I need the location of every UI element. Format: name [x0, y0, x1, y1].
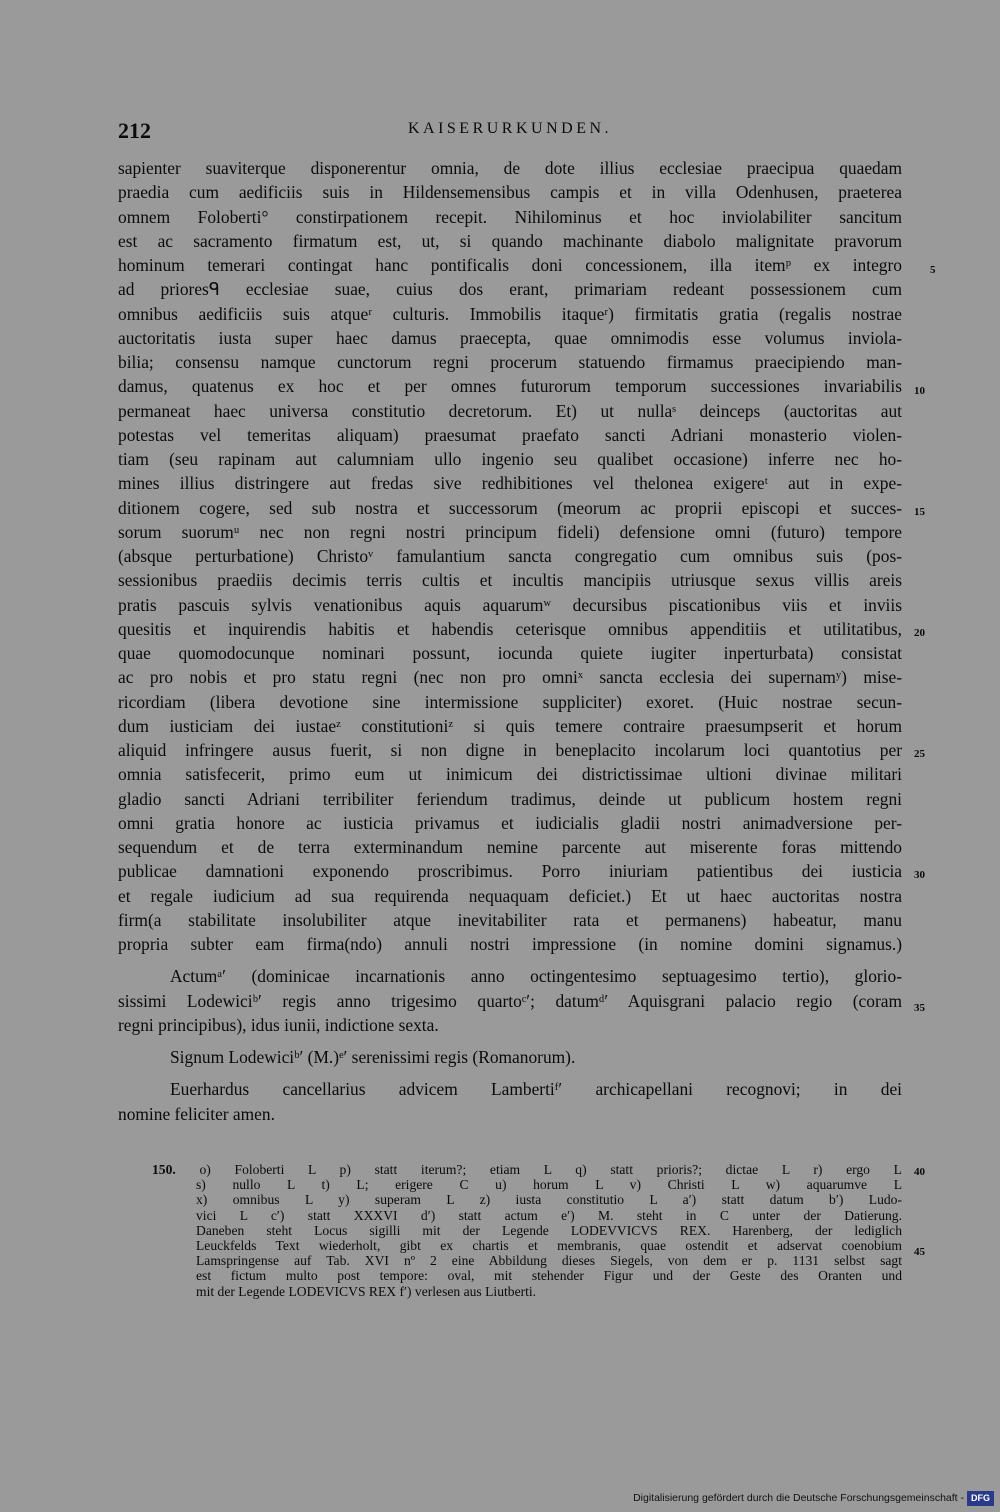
footnote-line: Leuckfelds Text wiederholt, gibt ex chartis et membranis, quae ostendit et adservat coenobium [196, 1237, 902, 1253]
recognition-line: Euerhardus cancellarius advicem Lambertiᶠ′ archicapellani recognovi; in dei [170, 1079, 902, 1100]
text-line: dum iusticiam dei iustaeᶻ constitutioniᶻ si quis temere contraire praesumpserit et horum [118, 715, 902, 736]
text-line: aliquid infringere ausus fuerit, si non digne in beneplacito incolarum loci quantotius per [118, 740, 902, 760]
page-header [118, 118, 902, 144]
text-line: quae quomodocunque nominari possunt, iocunda quiete iugiter inperturbata) consistat [118, 643, 902, 663]
text-line: auctoritatis iusta super haec damus praecepta, quae omnimodis esse volumus inviola- [118, 327, 902, 348]
text-line: omnia satisfecerit, primo eum ut inimicum dei districtissimae ultioni divinae militari [118, 764, 902, 785]
text-line: propria subter eam firma(ndo) annuli nostri impressione (in nomine domini signamus.) [118, 934, 902, 954]
text-line: mines illius distringere aut fredas sive redhibitiones vel thelonea exigereᵗ aut in expe- [118, 473, 902, 494]
footnote-line: Lamspringense auf Tab. XVI nº 2 eine Abbildung dieses Siegels, von dem er p. 1131 selbst sagt [196, 1253, 902, 1269]
dating-line: regni principibus), idus iunii, indictione sexta. [118, 1014, 439, 1035]
text-line: damus, quatenus ex hoc et per omnes futurorum temporum successiones invariabilis [118, 376, 902, 397]
margin-line-number: 15 [914, 506, 925, 518]
text-line: ricordiam (libera devotione sine intermissione suppliciter) exoret. (Huic nostrae secun- [118, 691, 902, 712]
text-line: permaneat haec universa constitutio decretorum. Et) ut nullaˢ deinceps (auctoritas aut [118, 400, 902, 421]
footnote-line: Daneben steht Locus sigilli mit der Legende LODEVVICVS REX. Harenberg, der lediglich [196, 1222, 902, 1238]
text-line: sequendum et de terra exterminandum nemine parcente aut miserente foras mittendo [118, 837, 902, 857]
text-line: sessionibus praediis decimis terris cultis et incultis mancipiis utriusque sexus villis areis [118, 570, 902, 591]
margin-line-number: 40 [914, 1166, 925, 1178]
signum-line: Signum Lodewiciᵇ′ (M.)ᵉ′ serenissimi regis (Romanorum). [170, 1047, 576, 1067]
footnote-text: o) Foloberti L p) statt iterum?; etiam L q) statt prioris?; dictae L r) ergo L [199, 1162, 902, 1177]
text-line: ac pro nobis et pro statu regni (nec non pro omniˣ sancta ecclesia dei supernamʸ) mise- [118, 667, 902, 688]
dating-line: Actumᵃ′ (dominicae incarnationis anno octingentesimo septuagesimo tertio), glorio- [170, 966, 902, 987]
text-line: est ac sacramento firmatum est, ut, si quando machinante diabolo malignitate pravorum [118, 230, 902, 251]
text-line: pratis pascuis sylvis venationibus aquis aquarumʷ decursibus piscationibus viis et inviis [118, 594, 902, 615]
recognition-line: nomine feliciter amen. [118, 1103, 275, 1124]
text-line: quesitis et inquirendis habitis et habendis ceterisque omnibus appenditiis et utilitatibus, [118, 618, 902, 639]
text-line: omnem Foloberti° constirpationem recepit. Nihilominus et hoc inviolabiliter sancitum [118, 206, 902, 227]
footnote-line: mit der Legende LODEVICVS REX f′) verlesen aus Liutberti. [196, 1283, 537, 1299]
text-line: tiam (seu rapinam aut calumniam ullo ingenio seu qualibet occasione) inferre nec ho- [118, 449, 902, 469]
text-line: omnibus aedificiis suis atqueʳ culturis. Immobilis itaqueʳ) firmitatis gratia (regalis nostrae [118, 303, 902, 324]
margin-line-number: 25 [914, 748, 925, 760]
text-line: hominum temerari contingat hanc pontificalis doni concessionem, illa itemᵖ ex integro [118, 255, 902, 275]
charter-text [118, 156, 902, 1126]
text-line: firm(a stabilitate insolubiliter atque inevitabiliter rata et permanens) habeatur, manu [118, 909, 902, 930]
margin-line-number: 20 [914, 627, 925, 639]
text-line: et regale iudicium ad sua requirenda nequaquam deficiet.) Et ut haec auctoritas nostra [118, 885, 902, 906]
footnote-line: s) nullo L t) L; erigere C u) horum L v) Christi L w) aquarumve L [196, 1177, 902, 1193]
margin-line-number: 35 [914, 1002, 925, 1014]
margin-line-number: 30 [914, 869, 925, 881]
dating-line: sissimi Lodewiciᵇ′ regis anno trigesimo quartoᶜ′; datumᵈ′ Aquisgrani palacio regio (coram [118, 990, 902, 1011]
text-line: gladio sancti Adriani terribiliter feriendum tradimus, deinde ut publicum hostem regni [118, 788, 902, 809]
text-line: (absque perturbatione) Christoᵛ famulantium sancta congregatio cum omnibus suis (pos- [118, 546, 902, 566]
text-line: ditionem cogere, sed sub nostra et successorum (meorum ac proprii episcopi et succes- [118, 497, 902, 518]
text-line: potestas vel temeritas aliquam) praesumat praefato sancti Adriani monasterio violen- [118, 424, 902, 445]
running-title: KAISERURKUNDEN. [407, 120, 613, 137]
footer-bar [0, 1482, 1000, 1512]
margin-line-number: 45 [914, 1246, 925, 1258]
text-line: ad prioresᑫ ecclesiae suae, cuius dos erant, primariam redeant possessionem cum [118, 279, 902, 300]
margin-line-number: 10 [914, 385, 925, 397]
text-line: sorum suorumᵘ nec non regni nostri principum fideli) defensione omni (futuro) tempore [118, 521, 902, 542]
text-line: bilia; consensu namque cunctorum regni procerum statuendo firmamus praecipiendo man- [118, 352, 902, 372]
footnote-line: vici L c′) statt XXXVI d′) statt actum e′) M. steht in C unter der Datierung. [196, 1207, 902, 1223]
text-line: sapienter suaviterque disponerentur omnia, de dote illius ecclesiae praecipua quaedam [118, 158, 902, 178]
text-line: praedia cum aedificiis suis in Hildensemensibus campis et in villa Odenhusen, praeterea [118, 182, 902, 203]
document-number: 150. [152, 1162, 176, 1177]
footnotes [118, 1162, 902, 1299]
dfg-logo: DFG [967, 1491, 994, 1506]
funding-notice: Digitalisierung gefördert durch die Deutsche Forschungsgemeinschaft - [633, 1492, 964, 1504]
page-number: 212 [118, 118, 151, 143]
footnote-line: est fictum multo post tempore: oval, mit stehender Figur und der Geste des Oranten und [196, 1268, 902, 1284]
text-line: publicae damnationi exponendo proscribimus. Porro iniuriam patientibus dei iusticia [118, 861, 902, 882]
text-line: omni gratia honore ac iusticia privamus et iudicialis gladii nostri animadversione per- [118, 812, 902, 833]
footnote-line: x) omnibus L y) superam L z) iusta constitutio L a′) statt datum b′) Ludo- [196, 1192, 902, 1208]
margin-line-number: 5 [930, 264, 936, 276]
footnote-line [118, 1162, 902, 1177]
